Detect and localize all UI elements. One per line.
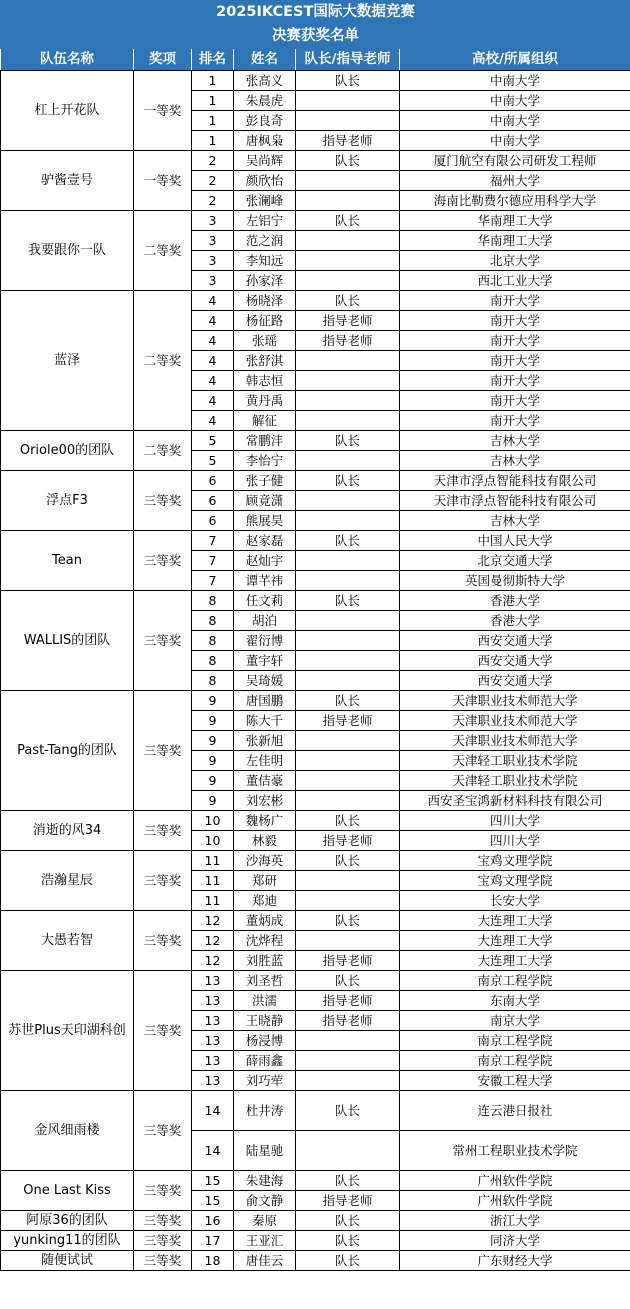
rank-cell: 8 [192,631,234,651]
role-cell: 队长 [296,471,400,491]
table-row [1,591,630,611]
role-cell [296,931,400,951]
col-header-rank: 排名 [192,49,234,71]
member-name-cell: 赵灿宇 [234,551,296,571]
role-cell [296,511,400,531]
org-cell: 东南大学 [400,991,630,1011]
org-cell: 广州软件学院 [400,1171,630,1191]
org-cell: 吉林大学 [400,451,630,471]
role-cell [296,671,400,691]
member-name-cell: 沈烨程 [234,931,296,951]
org-cell: 南京工程学院 [400,971,630,991]
table-row [1,851,630,871]
member-name-cell: 刘圣哲 [234,971,296,991]
award-cell: 三等奖 [134,531,192,591]
org-cell: 宝鸡文理学院 [400,871,630,891]
member-name-cell: 刘宏彬 [234,791,296,811]
table-row [1,1211,630,1231]
member-name-cell: 唐枫枭 [234,131,296,151]
org-cell: 南京大学 [400,1011,630,1031]
role-cell: 队长 [296,591,400,611]
rank-cell: 1 [192,91,234,111]
member-name-cell: 胡泊 [234,611,296,631]
org-cell: 香港大学 [400,611,630,631]
role-cell [296,731,400,751]
award-cell: 三等奖 [134,911,192,971]
org-cell: 南开大学 [400,371,630,391]
org-cell: 南开大学 [400,411,630,431]
role-cell: 队长 [296,211,400,231]
role-cell: 指导老师 [296,311,400,331]
rank-cell: 17 [192,1231,234,1251]
member-name-cell: 张高义 [234,71,296,91]
rank-cell: 10 [192,811,234,831]
col-header-name: 姓名 [234,49,296,71]
rank-cell: 10 [192,831,234,851]
role-cell: 队长 [296,431,400,451]
table-row [1,1231,630,1251]
rank-cell: 13 [192,1011,234,1031]
team-name-cell: Oriole00的团队 [1,431,134,471]
award-cell: 二等奖 [134,431,192,471]
rank-cell: 2 [192,191,234,211]
org-cell: 西安交通大学 [400,671,630,691]
team-name-cell: 消逝的风34 [1,811,134,851]
table-row [1,1171,630,1191]
role-cell [296,631,400,651]
role-cell [296,371,400,391]
rank-cell: 2 [192,151,234,171]
role-cell: 队长 [296,851,400,871]
rank-cell: 12 [192,951,234,971]
org-cell: 大连理工大学 [400,911,630,931]
role-cell [296,91,400,111]
org-cell: 浙江大学 [400,1211,630,1231]
member-name-cell: 张澜峰 [234,191,296,211]
member-name-cell: 杨浸博 [234,1031,296,1051]
role-cell [296,1031,400,1051]
org-cell: 华南理工大学 [400,211,630,231]
table-row [1,971,630,991]
member-name-cell: 谭芊祎 [234,571,296,591]
org-cell: 厦门航空有限公司研发工程师 [400,151,630,171]
org-cell: 南开大学 [400,311,630,331]
member-name-cell: 张舒淇 [234,351,296,371]
org-cell: 天津职业技术师范大学 [400,731,630,751]
table-row [1,291,630,311]
rank-cell: 1 [192,111,234,131]
member-name-cell: 朱晨虎 [234,91,296,111]
role-cell [296,771,400,791]
member-name-cell: 任文莉 [234,591,296,611]
member-name-cell: 吴尚辉 [234,151,296,171]
award-cell: 三等奖 [134,971,192,1091]
rank-cell: 8 [192,651,234,671]
team-name-cell: 金风细雨楼 [1,1091,134,1171]
role-cell: 队长 [296,1211,400,1231]
rank-cell: 16 [192,1211,234,1231]
award-cell: 三等奖 [134,1211,192,1231]
col-header-team: 队伍名称 [1,49,134,71]
role-cell: 队长 [296,151,400,171]
org-cell: 南京工程学院 [400,1031,630,1051]
rank-cell: 18 [192,1251,234,1271]
role-cell [296,231,400,251]
org-cell: 中南大学 [400,111,630,131]
award-cell: 三等奖 [134,1231,192,1251]
org-cell: 吉林大学 [400,511,630,531]
member-name-cell: 沙海英 [234,851,296,871]
org-cell: 南开大学 [400,351,630,371]
member-name-cell: 王晓静 [234,1011,296,1031]
role-cell: 队长 [296,71,400,91]
member-name-cell: 常鹏沣 [234,431,296,451]
rank-cell: 15 [192,1191,234,1211]
rank-cell: 3 [192,251,234,271]
member-name-cell: 秦原 [234,1211,296,1231]
member-name-cell: 李怡宁 [234,451,296,471]
team-name-cell: 我要跟你一队 [1,211,134,291]
member-name-cell: 王亚汇 [234,1231,296,1251]
member-name-cell: 彭良奇 [234,111,296,131]
org-cell: 天津职业技术师范大学 [400,691,630,711]
col-header-role: 队长/指导老师 [296,49,400,71]
org-cell: 天津市浮点智能科技有限公司 [400,471,630,491]
member-name-cell: 张子健 [234,471,296,491]
org-cell: 中南大学 [400,131,630,151]
role-cell: 指导老师 [296,1011,400,1031]
org-cell: 海南比勒费尔德应用科学大学 [400,191,630,211]
role-cell: 指导老师 [296,711,400,731]
org-cell: 四川大学 [400,811,630,831]
member-name-cell: 董宇轩 [234,651,296,671]
role-cell: 队长 [296,1251,400,1271]
rank-cell: 4 [192,311,234,331]
role-cell [296,871,400,891]
rank-cell: 3 [192,211,234,231]
role-cell [296,391,400,411]
rank-cell: 9 [192,751,234,771]
rank-cell: 6 [192,471,234,491]
member-name-cell: 熊展昊 [234,511,296,531]
org-cell: 吉林大学 [400,431,630,451]
team-name-cell: 苏世Plus天印湖科创 [1,971,134,1091]
org-cell: 西安交通大学 [400,651,630,671]
member-name-cell: 吴琦媛 [234,671,296,691]
org-cell: 北京大学 [400,251,630,271]
award-cell: 三等奖 [134,811,192,851]
team-name-cell: 浩瀚星辰 [1,851,134,911]
rank-cell: 7 [192,571,234,591]
title-line-1: 2025IKCEST国际大数据竞赛 [1,1,630,25]
col-header-org: 高校/所属组织 [400,49,630,71]
rank-cell: 3 [192,231,234,251]
rank-cell: 12 [192,911,234,931]
role-cell: 队长 [296,971,400,991]
role-cell: 指导老师 [296,951,400,971]
award-cell: 三等奖 [134,691,192,811]
rank-cell: 7 [192,551,234,571]
rank-cell: 8 [192,591,234,611]
rank-cell: 2 [192,171,234,191]
org-cell: 南开大学 [400,291,630,311]
member-name-cell: 黄丹禹 [234,391,296,411]
team-name-cell: Tean [1,531,134,591]
team-name-cell: 驴酱壹号 [1,151,134,211]
role-cell: 指导老师 [296,991,400,1011]
rank-cell: 13 [192,1051,234,1071]
org-cell: 广州软件学院 [400,1191,630,1211]
col-header-award: 奖项 [134,49,192,71]
member-name-cell: 董炳成 [234,911,296,931]
role-cell: 队长 [296,911,400,931]
rank-cell: 15 [192,1171,234,1191]
org-cell: 连云港日报社 [400,1091,630,1131]
table-row [1,911,630,931]
table-body [1,71,630,1271]
rank-cell: 11 [192,891,234,911]
member-name-cell: 刘巧荦 [234,1071,296,1091]
member-name-cell: 陆星驰 [234,1131,296,1171]
rank-cell: 13 [192,1071,234,1091]
table-row [1,691,630,711]
member-name-cell: 杨征路 [234,311,296,331]
award-cell: 三等奖 [134,1091,192,1171]
rank-cell: 8 [192,671,234,691]
role-cell [296,891,400,911]
rank-cell: 9 [192,731,234,751]
role-cell: 队长 [296,531,400,551]
role-cell: 队长 [296,291,400,311]
org-cell: 宝鸡文理学院 [400,851,630,871]
rank-cell: 9 [192,771,234,791]
role-cell [296,351,400,371]
role-cell: 队长 [296,1091,400,1131]
title-line-2: 决赛获奖名单 [1,25,630,49]
team-name-cell: 阿原36的团队 [1,1211,134,1231]
team-name-cell: 大愚若智 [1,911,134,971]
table-row [1,71,630,91]
rank-cell: 9 [192,791,234,811]
rank-cell: 6 [192,511,234,531]
org-cell: 天津市浮点智能科技有限公司 [400,491,630,511]
member-name-cell: 陈大千 [234,711,296,731]
table-row [1,471,630,491]
role-cell: 队长 [296,811,400,831]
award-cell: 二等奖 [134,291,192,431]
role-cell: 队长 [296,1171,400,1191]
role-cell [296,171,400,191]
role-cell: 队长 [296,1231,400,1251]
award-cell: 二等奖 [134,211,192,291]
role-cell [296,791,400,811]
role-cell [296,571,400,591]
rank-cell: 1 [192,131,234,151]
rank-cell: 9 [192,691,234,711]
team-name-cell: 浮点F3 [1,471,134,531]
member-name-cell: 翟衍博 [234,631,296,651]
rank-cell: 14 [192,1131,234,1171]
award-cell: 一等奖 [134,71,192,151]
member-name-cell: 郑研 [234,871,296,891]
member-name-cell: 杨晓泽 [234,291,296,311]
role-cell: 指导老师 [296,831,400,851]
award-cell: 三等奖 [134,851,192,911]
org-cell: 中南大学 [400,71,630,91]
rank-cell: 7 [192,531,234,551]
team-name-cell: yunking11的团队 [1,1231,134,1251]
member-name-cell: 韩志恒 [234,371,296,391]
org-cell: 常州工程职业技术学院 [400,1131,630,1171]
member-name-cell: 颜欣怡 [234,171,296,191]
member-name-cell: 孙家泽 [234,271,296,291]
org-cell: 同济大学 [400,1231,630,1251]
rank-cell: 4 [192,291,234,311]
team-name-cell: One Last Kiss [1,1171,134,1211]
member-name-cell: 郑迪 [234,891,296,911]
role-cell [296,1131,400,1171]
member-name-cell: 李知远 [234,251,296,271]
org-cell: 大连理工大学 [400,951,630,971]
team-name-cell: 蓝泽 [1,291,134,431]
role-cell [296,751,400,771]
rank-cell: 11 [192,851,234,871]
member-name-cell: 魏杨广 [234,811,296,831]
role-cell: 队长 [296,691,400,711]
member-name-cell: 杜井涛 [234,1091,296,1131]
member-name-cell: 唐国鹏 [234,691,296,711]
member-name-cell: 唐佳云 [234,1251,296,1271]
rank-cell: 14 [192,1091,234,1131]
rank-cell: 4 [192,391,234,411]
table-row [1,1251,630,1271]
member-name-cell: 解征 [234,411,296,431]
org-cell: 长安大学 [400,891,630,911]
member-name-cell: 林毅 [234,831,296,851]
award-cell: 三等奖 [134,591,192,691]
org-cell: 英国曼彻斯特大学 [400,571,630,591]
member-name-cell: 张新旭 [234,731,296,751]
role-cell: 指导老师 [296,331,400,351]
rank-cell: 4 [192,351,234,371]
rank-cell: 13 [192,1031,234,1051]
role-cell [296,251,400,271]
rank-cell: 4 [192,331,234,351]
member-name-cell: 范之润 [234,231,296,251]
role-cell: 指导老师 [296,1191,400,1211]
rank-cell: 4 [192,371,234,391]
org-cell: 西安交通大学 [400,631,630,651]
award-cell: 三等奖 [134,1251,192,1271]
member-name-cell: 薛雨鑫 [234,1051,296,1071]
rank-cell: 9 [192,711,234,731]
org-cell: 广东财经大学 [400,1251,630,1271]
org-cell: 南京工程学院 [400,1051,630,1071]
rank-cell: 4 [192,411,234,431]
org-cell: 南开大学 [400,331,630,351]
table-row [1,431,630,451]
org-cell: 四川大学 [400,831,630,851]
member-name-cell: 左铝宁 [234,211,296,231]
rank-cell: 1 [192,71,234,91]
rank-cell: 13 [192,971,234,991]
role-cell: 指导老师 [296,131,400,151]
rank-cell: 6 [192,491,234,511]
org-cell: 香港大学 [400,591,630,611]
table-row [1,531,630,551]
org-cell: 大连理工大学 [400,931,630,951]
award-cell: 三等奖 [134,1171,192,1211]
team-name-cell: WALLIS的团队 [1,591,134,691]
org-cell: 福州大学 [400,171,630,191]
table-row [1,811,630,831]
rank-cell: 13 [192,991,234,1011]
rank-cell: 11 [192,871,234,891]
team-name-cell: 杠上开花队 [1,71,134,151]
org-cell: 安徽工程大学 [400,1071,630,1091]
org-cell: 华南理工大学 [400,231,630,251]
org-cell: 西北工业大学 [400,271,630,291]
role-cell [296,411,400,431]
role-cell [296,191,400,211]
org-cell: 中南大学 [400,91,630,111]
org-cell: 天津职业技术师范大学 [400,711,630,731]
org-cell: 西安圣宝鸿新材料科技有限公司 [400,791,630,811]
role-cell [296,451,400,471]
role-cell [296,551,400,571]
table-row [1,1091,630,1131]
role-cell [296,1051,400,1071]
member-name-cell: 朱建海 [234,1171,296,1191]
team-name-cell: 随便试试 [1,1251,134,1271]
rank-cell: 12 [192,931,234,951]
member-name-cell: 董佶豪 [234,771,296,791]
member-name-cell: 赵家磊 [234,531,296,551]
role-cell [296,1071,400,1091]
member-name-cell: 左佳明 [234,751,296,771]
table-row [1,211,630,231]
table-row [1,151,630,171]
role-cell [296,611,400,631]
rank-cell: 5 [192,431,234,451]
org-cell: 天津轻工职业技术学院 [400,751,630,771]
role-cell [296,271,400,291]
org-cell: 北京交通大学 [400,551,630,571]
org-cell: 南开大学 [400,391,630,411]
award-cell: 三等奖 [134,471,192,531]
org-cell: 天津轻工职业技术学院 [400,771,630,791]
rank-cell: 8 [192,611,234,631]
rank-cell: 5 [192,451,234,471]
member-name-cell: 刘胜蓝 [234,951,296,971]
member-name-cell: 张瑶 [234,331,296,351]
role-cell [296,111,400,131]
member-name-cell: 顾竟潇 [234,491,296,511]
rank-cell: 3 [192,271,234,291]
role-cell [296,491,400,511]
member-name-cell: 俞文静 [234,1191,296,1211]
team-name-cell: Past-Tang的团队 [1,691,134,811]
org-cell: 中国人民大学 [400,531,630,551]
role-cell [296,651,400,671]
award-cell: 一等奖 [134,151,192,211]
member-name-cell: 洪濡 [234,991,296,1011]
